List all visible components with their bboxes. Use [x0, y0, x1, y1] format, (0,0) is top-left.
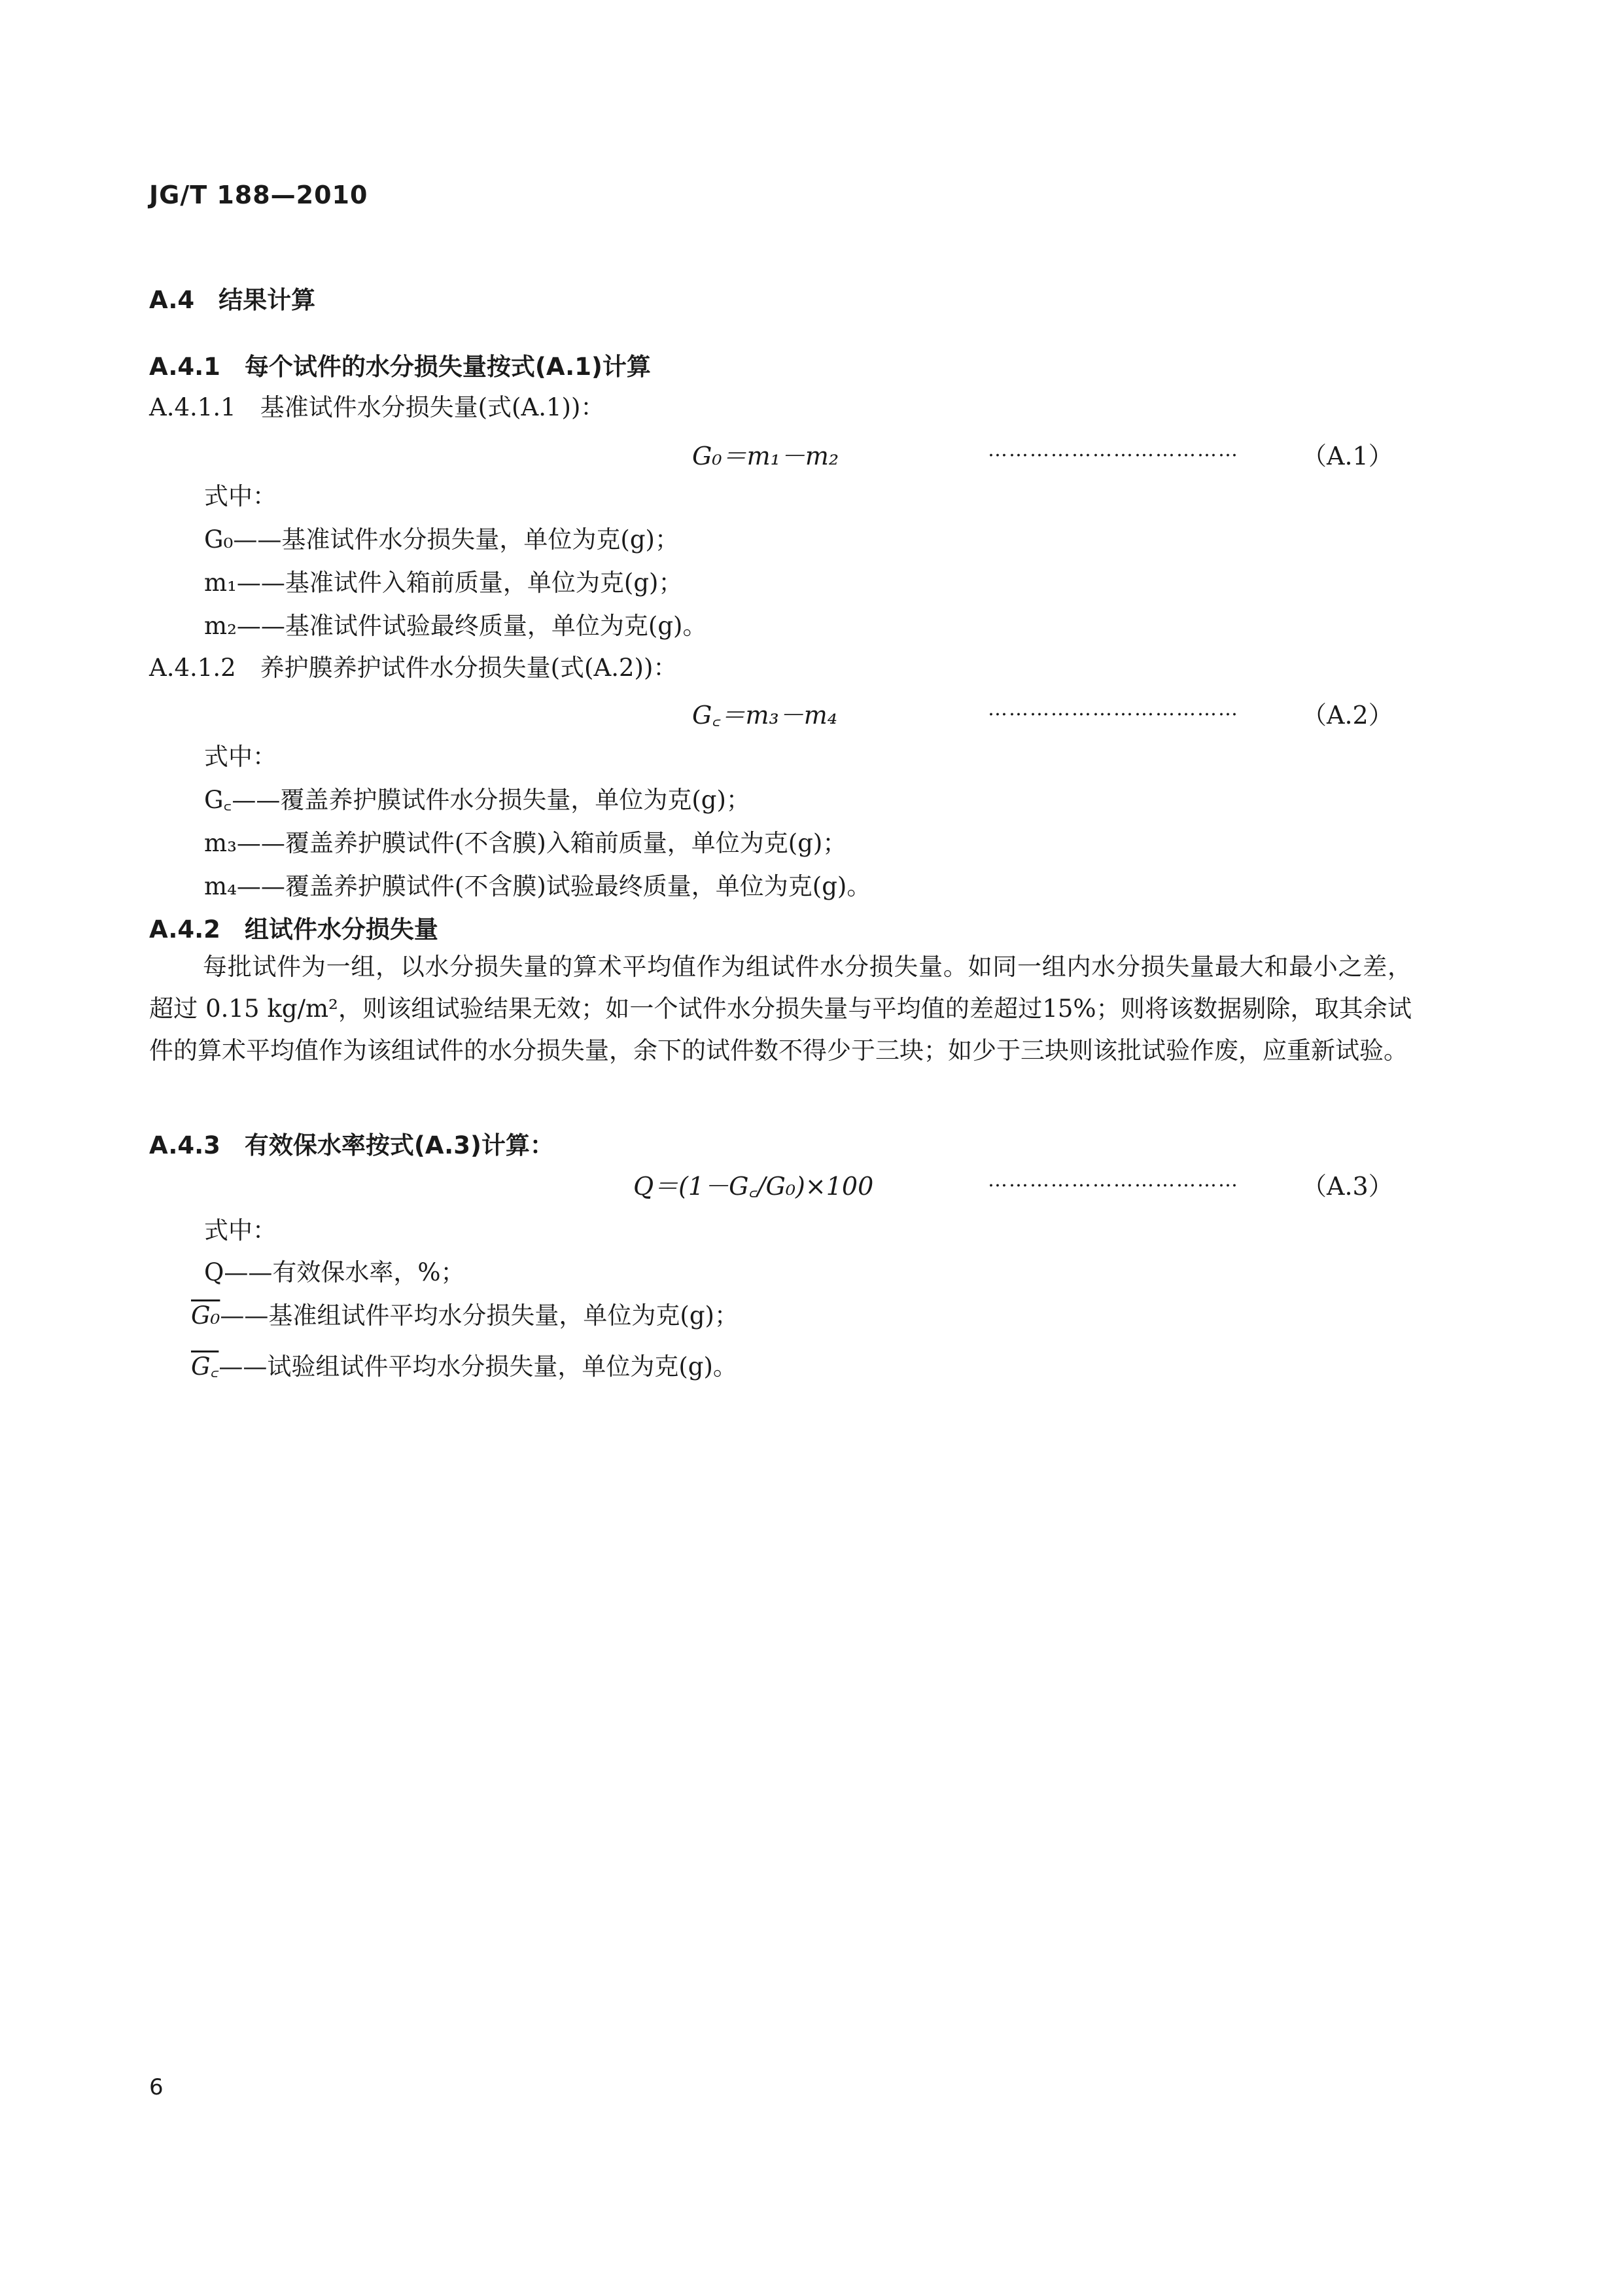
section-a4-title: A.4 结果计算 — [149, 286, 316, 314]
definition-m1: m₁——基准试件入箱前质量，单位为克(g)； — [204, 569, 683, 597]
leader-dots: ……………………………… — [988, 438, 1239, 461]
definition-gc: G꜀——覆盖养护膜试件水分损失量，单位为克(g)； — [204, 786, 750, 814]
where-label: 式中： — [204, 482, 277, 510]
equation-a1: G₀＝m₁－m₂ — [692, 442, 839, 470]
definition-gc-mean — [191, 1347, 737, 1382]
equation-number-a1: （A.1） — [1302, 442, 1393, 470]
leader-dots: ……………………………… — [988, 698, 1239, 720]
equation-number-a3: （A.3） — [1302, 1172, 1393, 1201]
gc-mean-text: ——试验组试件平均水分损失量，单位为克(g)。 — [218, 1352, 737, 1381]
definition-g0-mean — [191, 1296, 739, 1331]
section-a42-paragraph: 每批试件为一组，以水分损失量的算术平均值作为组试件水分损失量。如同一组内水分损失量最大和最小之差，超过 0.15 kg/m²，则该组试验结果无效；如一个试件水分损失量与平均值的差超过15%；则将该数据剔除，取其余试件的算术平均值作为该组试件的水分损失量，余下的试件数不得少于三块；如少于三块则该批试验作废，应重新试验。 — [149, 953, 1412, 1065]
definition-m2: m₂——基准试件试验最终质量，单位为克(g)。 — [204, 612, 707, 640]
page-number: 6 — [149, 2074, 164, 2100]
g0-mean-symbol: G₀ — [191, 1301, 220, 1330]
equation-a3: Q＝(1－G꜀/G₀)×100 — [633, 1172, 874, 1201]
equation-number-a2: （A.2） — [1302, 701, 1393, 730]
section-a412-title: A.4.1.2 养护膜养护试件水分损失量(式(A.2))： — [149, 654, 678, 682]
definition-q: Q——有效保水率，%； — [204, 1258, 465, 1286]
document-code: JG/T 188—2010 — [149, 181, 368, 209]
g0-mean-text: ——基准组试件平均水分损失量，单位为克(g)； — [220, 1301, 739, 1330]
leader-dots: ……………………………… — [988, 1169, 1239, 1192]
gc-mean-symbol: G꜀ — [191, 1352, 219, 1381]
section-a411-title: A.4.1.1 基准试件水分损失量(式(A.1))： — [149, 393, 605, 421]
definition-m3: m₃——覆盖养护膜试件(不含膜)入箱前质量，单位为克(g)； — [204, 829, 847, 857]
section-a43-title: A.4.3 有效保水率按式(A.3)计算： — [149, 1131, 554, 1159]
equation-a2: G꜀＝m₃－m₄ — [692, 701, 838, 730]
definition-g0: G₀——基准试件水分损失量，单位为克(g)； — [204, 525, 679, 554]
where-label: 式中： — [204, 743, 277, 771]
where-label: 式中： — [204, 1216, 277, 1245]
definition-m4: m₄——覆盖养护膜试件(不含膜)试验最终质量，单位为克(g)。 — [204, 872, 871, 900]
section-a41-title: A.4.1 每个试件的水分损失量按式(A.1)计算 — [149, 353, 651, 381]
section-a42-title: A.4.2 组试件水分损失量 — [149, 915, 438, 944]
